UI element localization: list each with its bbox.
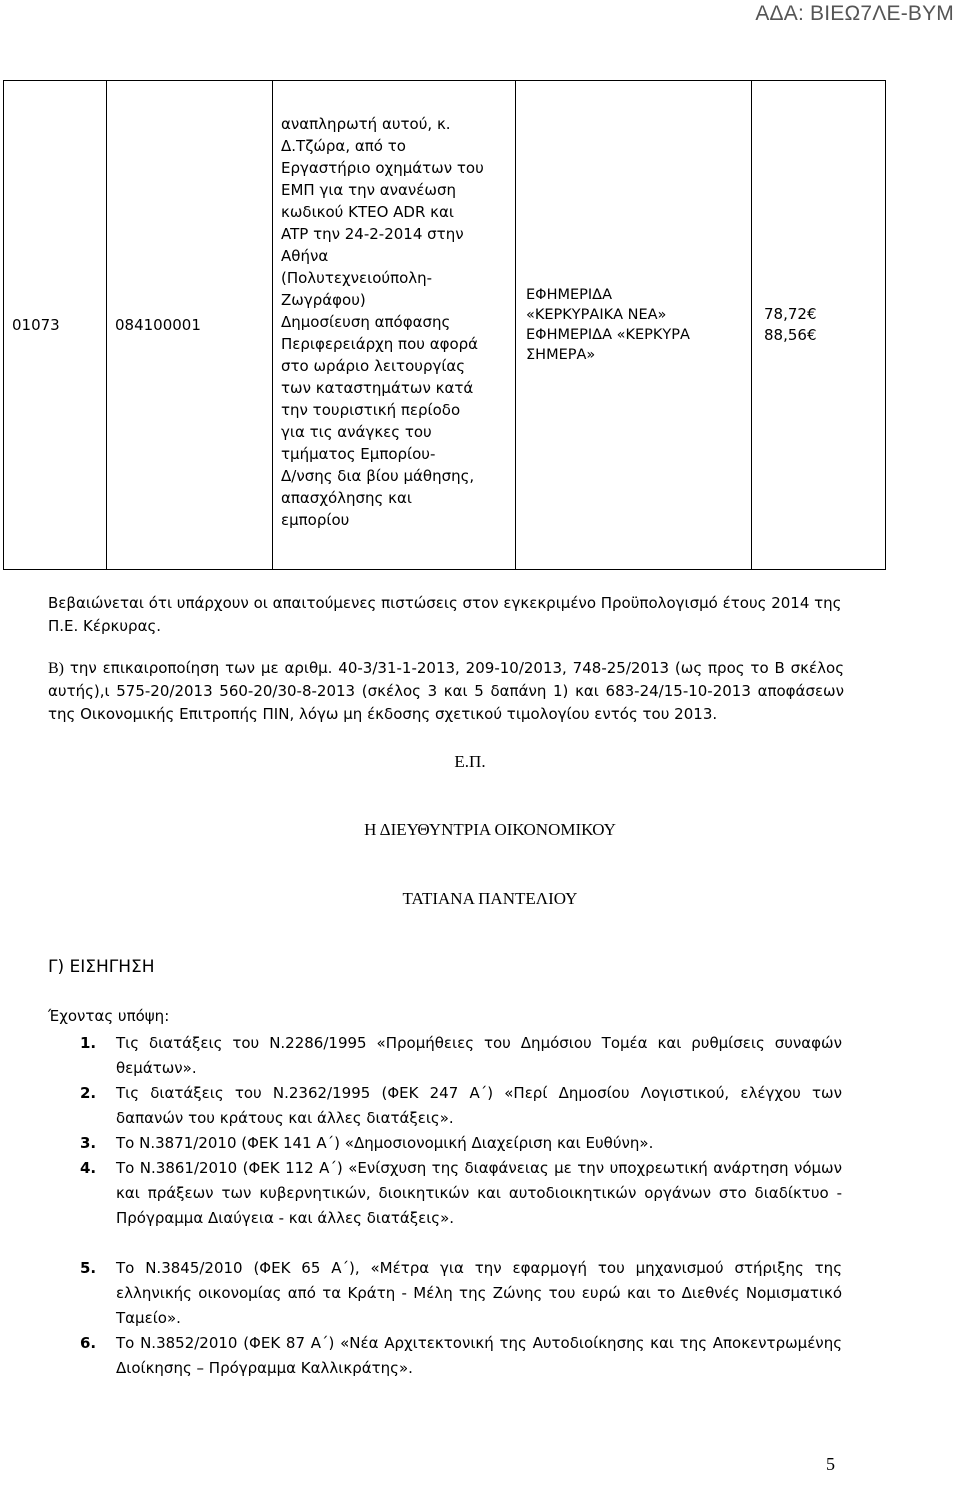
- description-line: στο ωράριο λειτουργίας: [281, 357, 466, 375]
- description-line: των καταστημάτων κατά: [281, 379, 474, 397]
- newspaper-names: [526, 285, 741, 365]
- description-line: Δ/νσης δια βίου μάθησης,: [281, 467, 475, 485]
- list-item-text: Το Ν.3871/2010 (ΦΕΚ 141 Α΄) «Δημοσιονομική Διαχείριση και Ευθύνη».: [116, 1134, 654, 1152]
- description-line: Αθήνα: [281, 247, 329, 265]
- description-text: [281, 113, 507, 531]
- description-line: Ζωγράφου): [281, 291, 366, 309]
- account-code: 01073: [12, 316, 60, 334]
- expense-table: [3, 80, 886, 570]
- section-b-label: Β): [48, 660, 64, 677]
- description-line: εμπορίου: [281, 511, 350, 529]
- signatory-title: Η ΔΙΕΥΘΥΝΤΡΙΑ ΟΙΚΟΝΟΜΙΚΟΥ: [364, 820, 616, 839]
- newspaper-line: ΣΗΜΕΡΑ»: [526, 347, 596, 363]
- description-line: την τουριστική περίοδο: [281, 401, 461, 419]
- list-item-number: 1.: [80, 1034, 97, 1052]
- amount-2: 88,56€: [764, 326, 817, 344]
- list-item-number: 3.: [80, 1134, 97, 1152]
- signatory-name: ΤΑΤΙΑΝΑ ΠΑΝΤΕΛΙΟΥ: [402, 889, 578, 908]
- description-line: απασχόλησης και: [281, 489, 412, 507]
- section-b-text: την επικαιροποίηση των με αριθμ. 40-3/31-1-2013, 209-10/2013, 748-25/2013 (ως προς το Β σκέλος αυτής),ι 575-20/2013 560-20/30-8-2013 (σκέλος 3 και 5 δαπάνη 1) και 683-24/15-10-2013 αποφάσεων της Οικονομικής Επιτροπής ΠΙΝ, λόγω μη έκδοσης σχετικού τιμολογίου εντός του 2013.: [48, 659, 844, 723]
- list-item-number: 4.: [80, 1159, 97, 1177]
- page-number: 5: [826, 1454, 835, 1474]
- description-line: Δημοσίευση απόφασης: [281, 313, 451, 331]
- amount-1: 78,72€: [764, 305, 817, 323]
- list-item-number: 6.: [80, 1334, 97, 1352]
- list-item-text: Το Ν.3861/2010 (ΦΕΚ 112 Α΄) «Ενίσχυση της διαφάνειας με την υποχρεωτική ανάρτηση νόμων και πράξεων των κυβερνητικών, διοικητικών και αυτοδιοικητικών οργάνων στο διαδίκτυο - Πρόγραμμα Διαύγεια - και άλλες διατάξεις».: [116, 1159, 842, 1227]
- certification-text: Βεβαιώνεται ότι υπάρχουν οι απαιτούμενες πιστώσεις στον εγκεκριμένο Προϋπολογισμό έτους 2014 της Π.Ε. Κέρκυρας.: [48, 594, 842, 635]
- ep-mark: Ε.Π.: [454, 752, 486, 771]
- description-cell: [273, 81, 516, 570]
- account-code-cell: [4, 81, 107, 570]
- description-line: (Πολυτεχνειούπολη-: [281, 269, 433, 287]
- list-item-text: Τις διατάξεις του Ν.2362/1995 (ΦΕΚ 247 Α΄) «Περί Δημοσίου Λογιστικού, ελέγχου των δαπανών του κράτους και άλλες διατάξεις».: [116, 1084, 842, 1127]
- description-line: ATP την 24-2-2014 στην: [281, 225, 464, 243]
- description-line: τμήματος Εμπορίου-: [281, 445, 436, 463]
- description-line: ΕΜΠ για την ανανέωση: [281, 181, 456, 199]
- list-item-text: Τις διατάξεις του Ν.2286/1995 «Προμήθειες του Δημόσιου Τομέα και ρυθμίσεις συναφών θεμάτων».: [116, 1034, 842, 1077]
- description-line: Περιφερειάρχη που αφορά: [281, 335, 479, 353]
- amount-cell: [752, 81, 886, 570]
- section-b-paragraph: [48, 657, 844, 726]
- newspaper-line: ΕΦΗΜΕΡΙΔΑ: [526, 287, 613, 303]
- kae-code: 084100001: [115, 316, 201, 334]
- newspaper-line: «ΚΕΡΚΥΡΑΙΚΑ ΝΕΑ»: [526, 307, 667, 323]
- ada-header: ΑΔΑ: ΒΙΕΩ7ΛΕ-ΒΥΜ: [755, 2, 954, 25]
- description-line: Δ.Τζώρα, από το: [281, 137, 406, 155]
- newspaper-line: ΕΦΗΜΕΡΙΔΑ «ΚΕΡΚΥΡΑ: [526, 327, 690, 343]
- description-line: Εργαστήριο οχημάτων του: [281, 159, 484, 177]
- list-item-number: 5.: [80, 1259, 97, 1277]
- section-c-heading: Γ) ΕΙΣΗΓΗΣΗ: [48, 957, 155, 977]
- newspaper-cell: [516, 81, 752, 570]
- section-c-intro: Έχοντας υπόψη:: [48, 1007, 170, 1025]
- list-item-text: Το Ν.3852/2010 (ΦΕΚ 87 Α΄) «Νέα Αρχιτεκτονική της Αυτοδιοίκησης και της Αποκεντρωμένης Διοίκησης – Πρόγραμμα Καλλικράτης».: [116, 1334, 842, 1377]
- description-line: για τις ανάγκες του: [281, 423, 432, 441]
- description-line: κωδικού ΚΤΕΟ ADR και: [281, 203, 454, 221]
- list-item-number: 2.: [80, 1084, 97, 1102]
- list-item-text: Το Ν.3845/2010 (ΦΕΚ 65 Α΄), «Μέτρα για την εφαρμογή του μηχανισμού στήριξης της ελληνικής οικονομίας από τα Κράτη - Μέλη της Ζώνης του ευρώ και το Διεθνές Νομισματικό Ταμείο».: [116, 1259, 842, 1327]
- table-row: [4, 81, 886, 570]
- kae-code-cell: [107, 81, 273, 570]
- description-line: αναπληρωτή αυτού, κ.: [281, 115, 451, 133]
